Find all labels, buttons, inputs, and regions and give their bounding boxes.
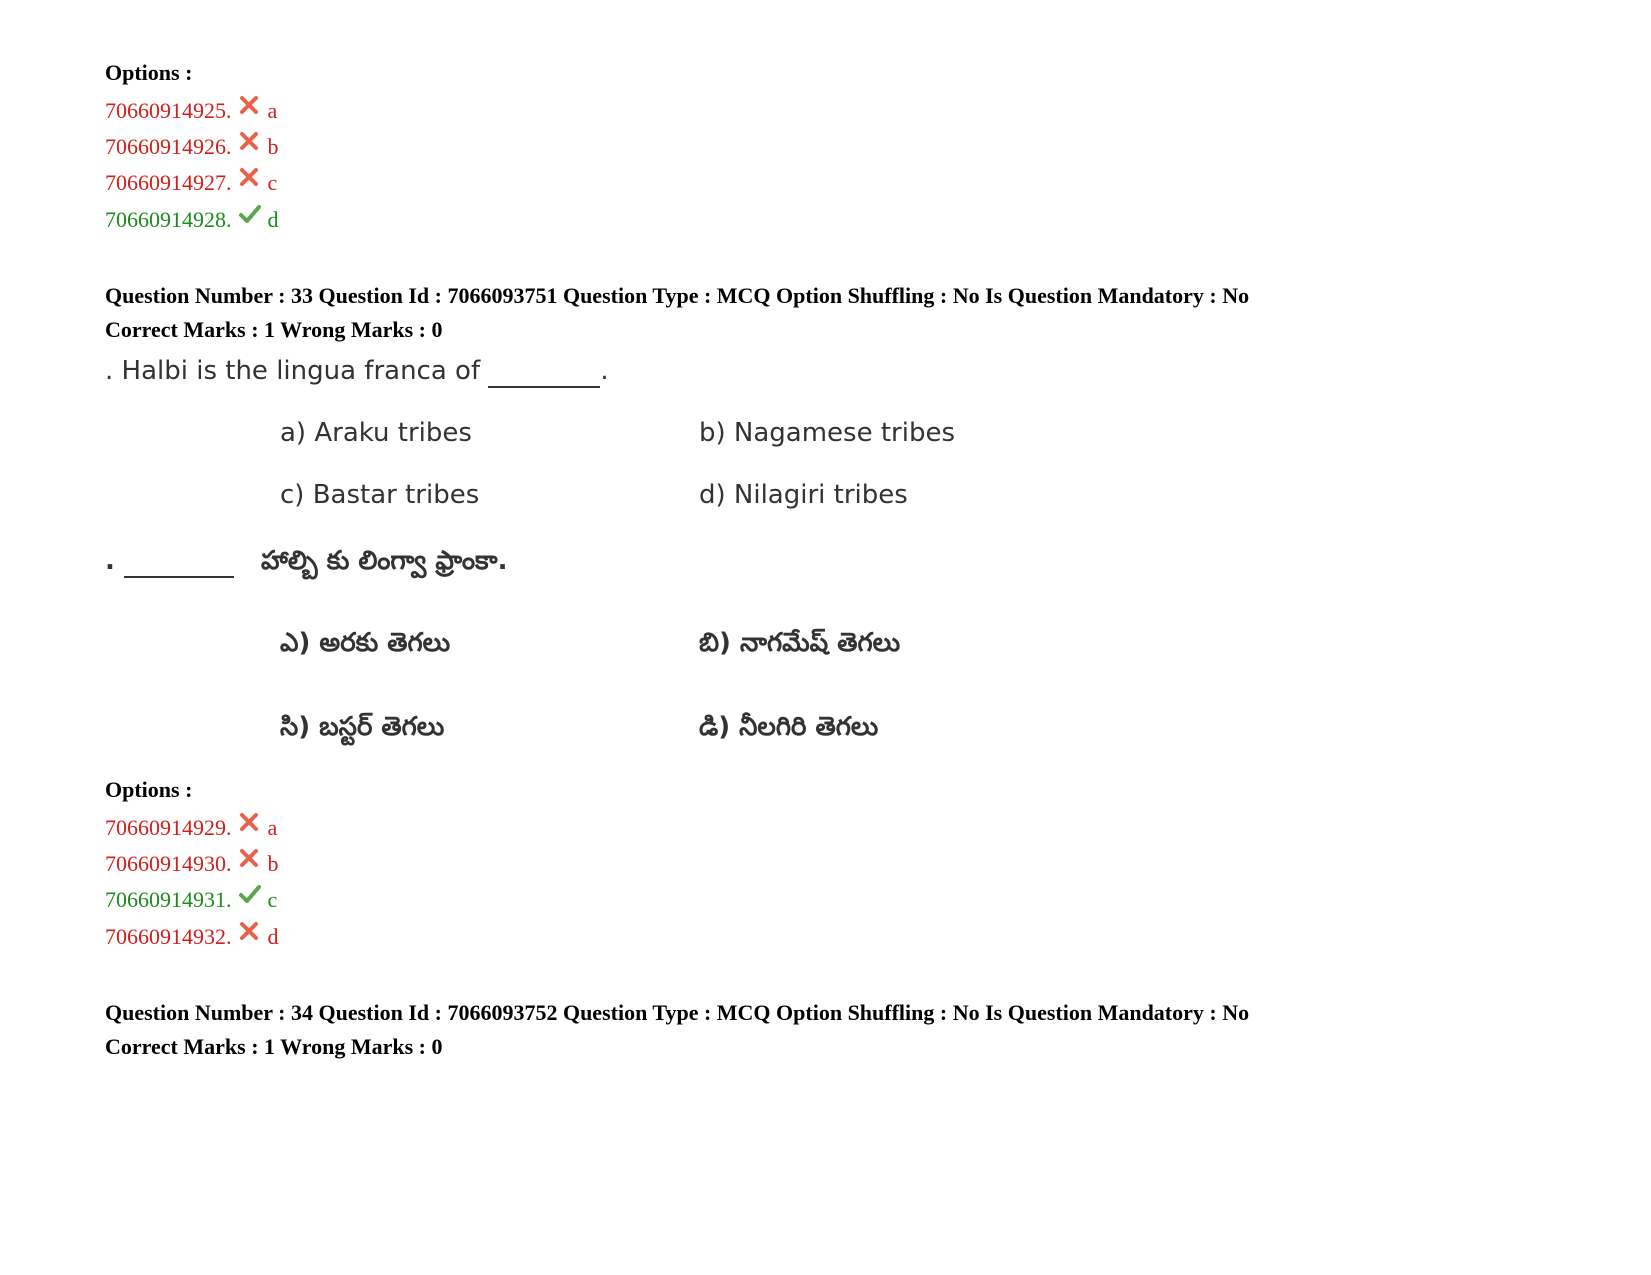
answer-blank [488, 356, 600, 388]
option-row [105, 168, 277, 198]
check-icon [238, 883, 260, 905]
option-letter: a [267, 98, 278, 123]
option-id: 70660914930. [105, 851, 232, 876]
options-label: Options : [105, 777, 193, 802]
choice-a-english: a) Araku tribes [280, 418, 472, 448]
option-letter: d [267, 924, 279, 949]
choice-c-telugu: సి) బస్టర్ తెగలు [280, 712, 445, 742]
option-id: 70660914928. [105, 207, 232, 232]
option-letter: c [267, 170, 278, 195]
stem-text: . Halbi is the lingua franca of [105, 356, 489, 386]
cross-icon [238, 847, 260, 869]
option-id: 70660914929. [105, 815, 232, 840]
cross-icon [238, 920, 260, 942]
option-row [105, 922, 279, 952]
option-letter: b [267, 851, 279, 876]
option-row [105, 813, 277, 843]
choice-d-telugu: డి) నీలగిరి తెగలు [699, 712, 879, 742]
option-id: 70660914925. [105, 98, 232, 123]
option-row [105, 96, 277, 126]
choice-a-telugu: ఎ) అరకు తెగలు [280, 628, 451, 658]
cross-icon [238, 811, 260, 833]
question-stem-english [105, 356, 609, 388]
option-letter: a [267, 815, 278, 840]
option-letter: c [267, 887, 278, 912]
option-letter: b [267, 134, 279, 159]
option-row [105, 132, 279, 162]
question-meta: Question Number : 34 Question Id : 7066093752 Question Type : MCQ Option Shuffling : No Is Question Mandatory : No [105, 1000, 1250, 1025]
choice-b-english: b) Nagamese tribes [699, 418, 956, 448]
option-row [105, 885, 277, 915]
cross-icon [238, 130, 260, 152]
question-meta: Question Number : 33 Question Id : 7066093751 Question Type : MCQ Option Shuffling : No Is Question Mandatory : No [105, 283, 1250, 308]
stem-text: హాల్బి కు లింగ్వా ఫ్రాంకా. [261, 546, 508, 576]
question-stem-telugu [105, 546, 507, 582]
check-icon [238, 203, 260, 225]
options-label: Options : [105, 60, 193, 85]
question-marks: Correct Marks : 1 Wrong Marks : 0 [105, 317, 443, 342]
option-row [105, 205, 279, 235]
option-row [105, 849, 279, 879]
option-letter: d [267, 207, 279, 232]
stem-dot: . [105, 546, 115, 576]
option-id: 70660914927. [105, 170, 232, 195]
option-id: 70660914932. [105, 924, 232, 949]
choice-b-telugu: బి) నాగమేష్ తెగలు [699, 628, 901, 658]
option-id: 70660914931. [105, 887, 232, 912]
answer-blank [124, 546, 234, 578]
choice-d-english: d) Nilagiri tribes [699, 480, 908, 510]
choice-c-english: c) Bastar tribes [280, 480, 480, 510]
stem-end: . [600, 356, 609, 386]
cross-icon [238, 94, 260, 116]
option-id: 70660914926. [105, 134, 232, 159]
cross-icon [238, 166, 260, 188]
question-marks: Correct Marks : 1 Wrong Marks : 0 [105, 1034, 443, 1059]
